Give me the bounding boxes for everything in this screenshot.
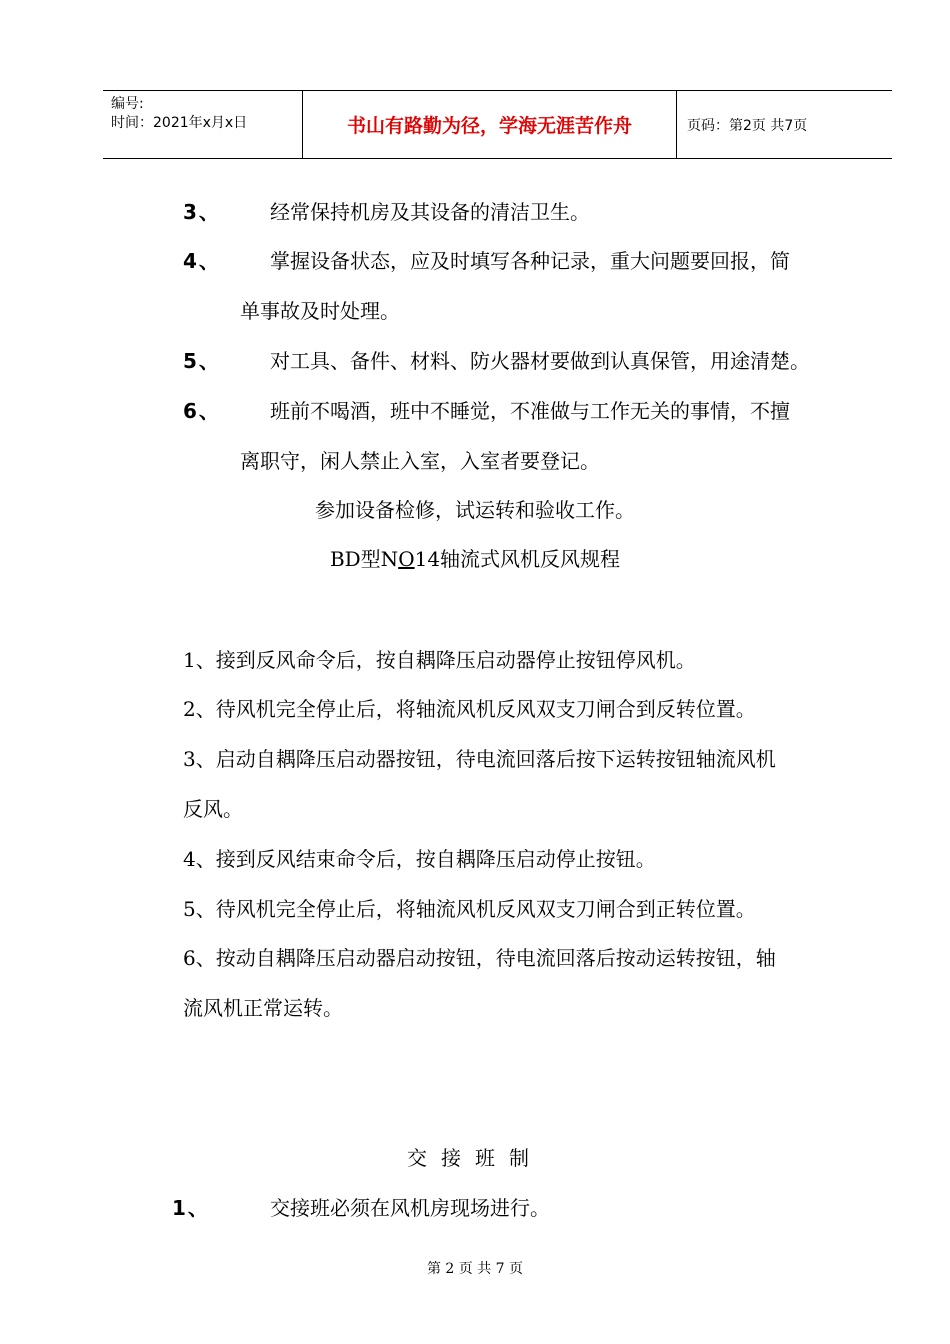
list-item-text: 掌握设备状态，应及时填写各种记录，重大问题要回报，简 [270,249,790,273]
date-label: 时间：2021年x月x日 [111,115,248,131]
section-title [0,545,950,573]
step-line: 6、按动自耦降压启动器启动按钮，待电流回落后按动运转按钮，轴 [183,946,776,970]
serial-label: 编号: [111,96,144,112]
list-item-text: 班前不喝酒，班中不睡觉，不准做与工作无关的事情，不擅 [270,399,790,423]
page-header [103,90,892,159]
list-item-text-cont: 单事故及时处理。 [240,299,400,323]
header-meta [103,91,303,158]
step-line: 4、接到反风结束命令后，按自耦降压启动停止按钮。 [183,847,656,871]
step-line: 3、启动自耦降压启动器按钮，待电流回落后按下运转按钮轴流风机 [183,747,776,771]
list-item-number: 5、 [183,349,221,373]
shift-title: 交接班制 [407,1146,543,1170]
header-motto: 书山有路勤为径，学海无涯苦作舟 [303,91,677,158]
list-item-number: 1、 [172,1196,210,1220]
step-line: 1、接到反风命令后，按自耦降压启动器停止按钮停风机。 [183,648,696,672]
list-item-number: 6、 [183,399,221,423]
list-item-text: 交接班必须在风机房现场进行。 [270,1196,550,1220]
section-title-suffix: 14轴流式风机反风规程 [414,547,621,571]
step-line: 反风。 [183,797,243,821]
extra-line: 参加设备检修，试运转和验收工作。 [315,498,635,522]
list-item-text: 经常保持机房及其设备的清洁卫生。 [270,200,590,224]
list-item-number: 4、 [183,249,221,273]
header-page-info: 页码：第2页 共7页 [687,117,808,134]
section-title-underlined: O [398,547,415,571]
list-item-text: 对工具、备件、材料、防火器材要做到认真保管，用途清楚。 [270,349,810,373]
step-line: 5、待风机完全停止后，将轴流风机反风双支刀闸合到正转位置。 [183,897,756,921]
list-item-number: 3、 [183,200,221,224]
page-footer: 第 2 页 共 7 页 [426,1261,524,1277]
step-line: 流风机正常运转。 [183,996,343,1020]
section-title-prefix: BD型N [329,547,399,571]
list-item-text-cont: 离职守，闲人禁止入室，入室者要登记。 [240,449,600,473]
step-line: 2、待风机完全停止后，将轴流风机反风双支刀闸合到反转位置。 [183,697,756,721]
